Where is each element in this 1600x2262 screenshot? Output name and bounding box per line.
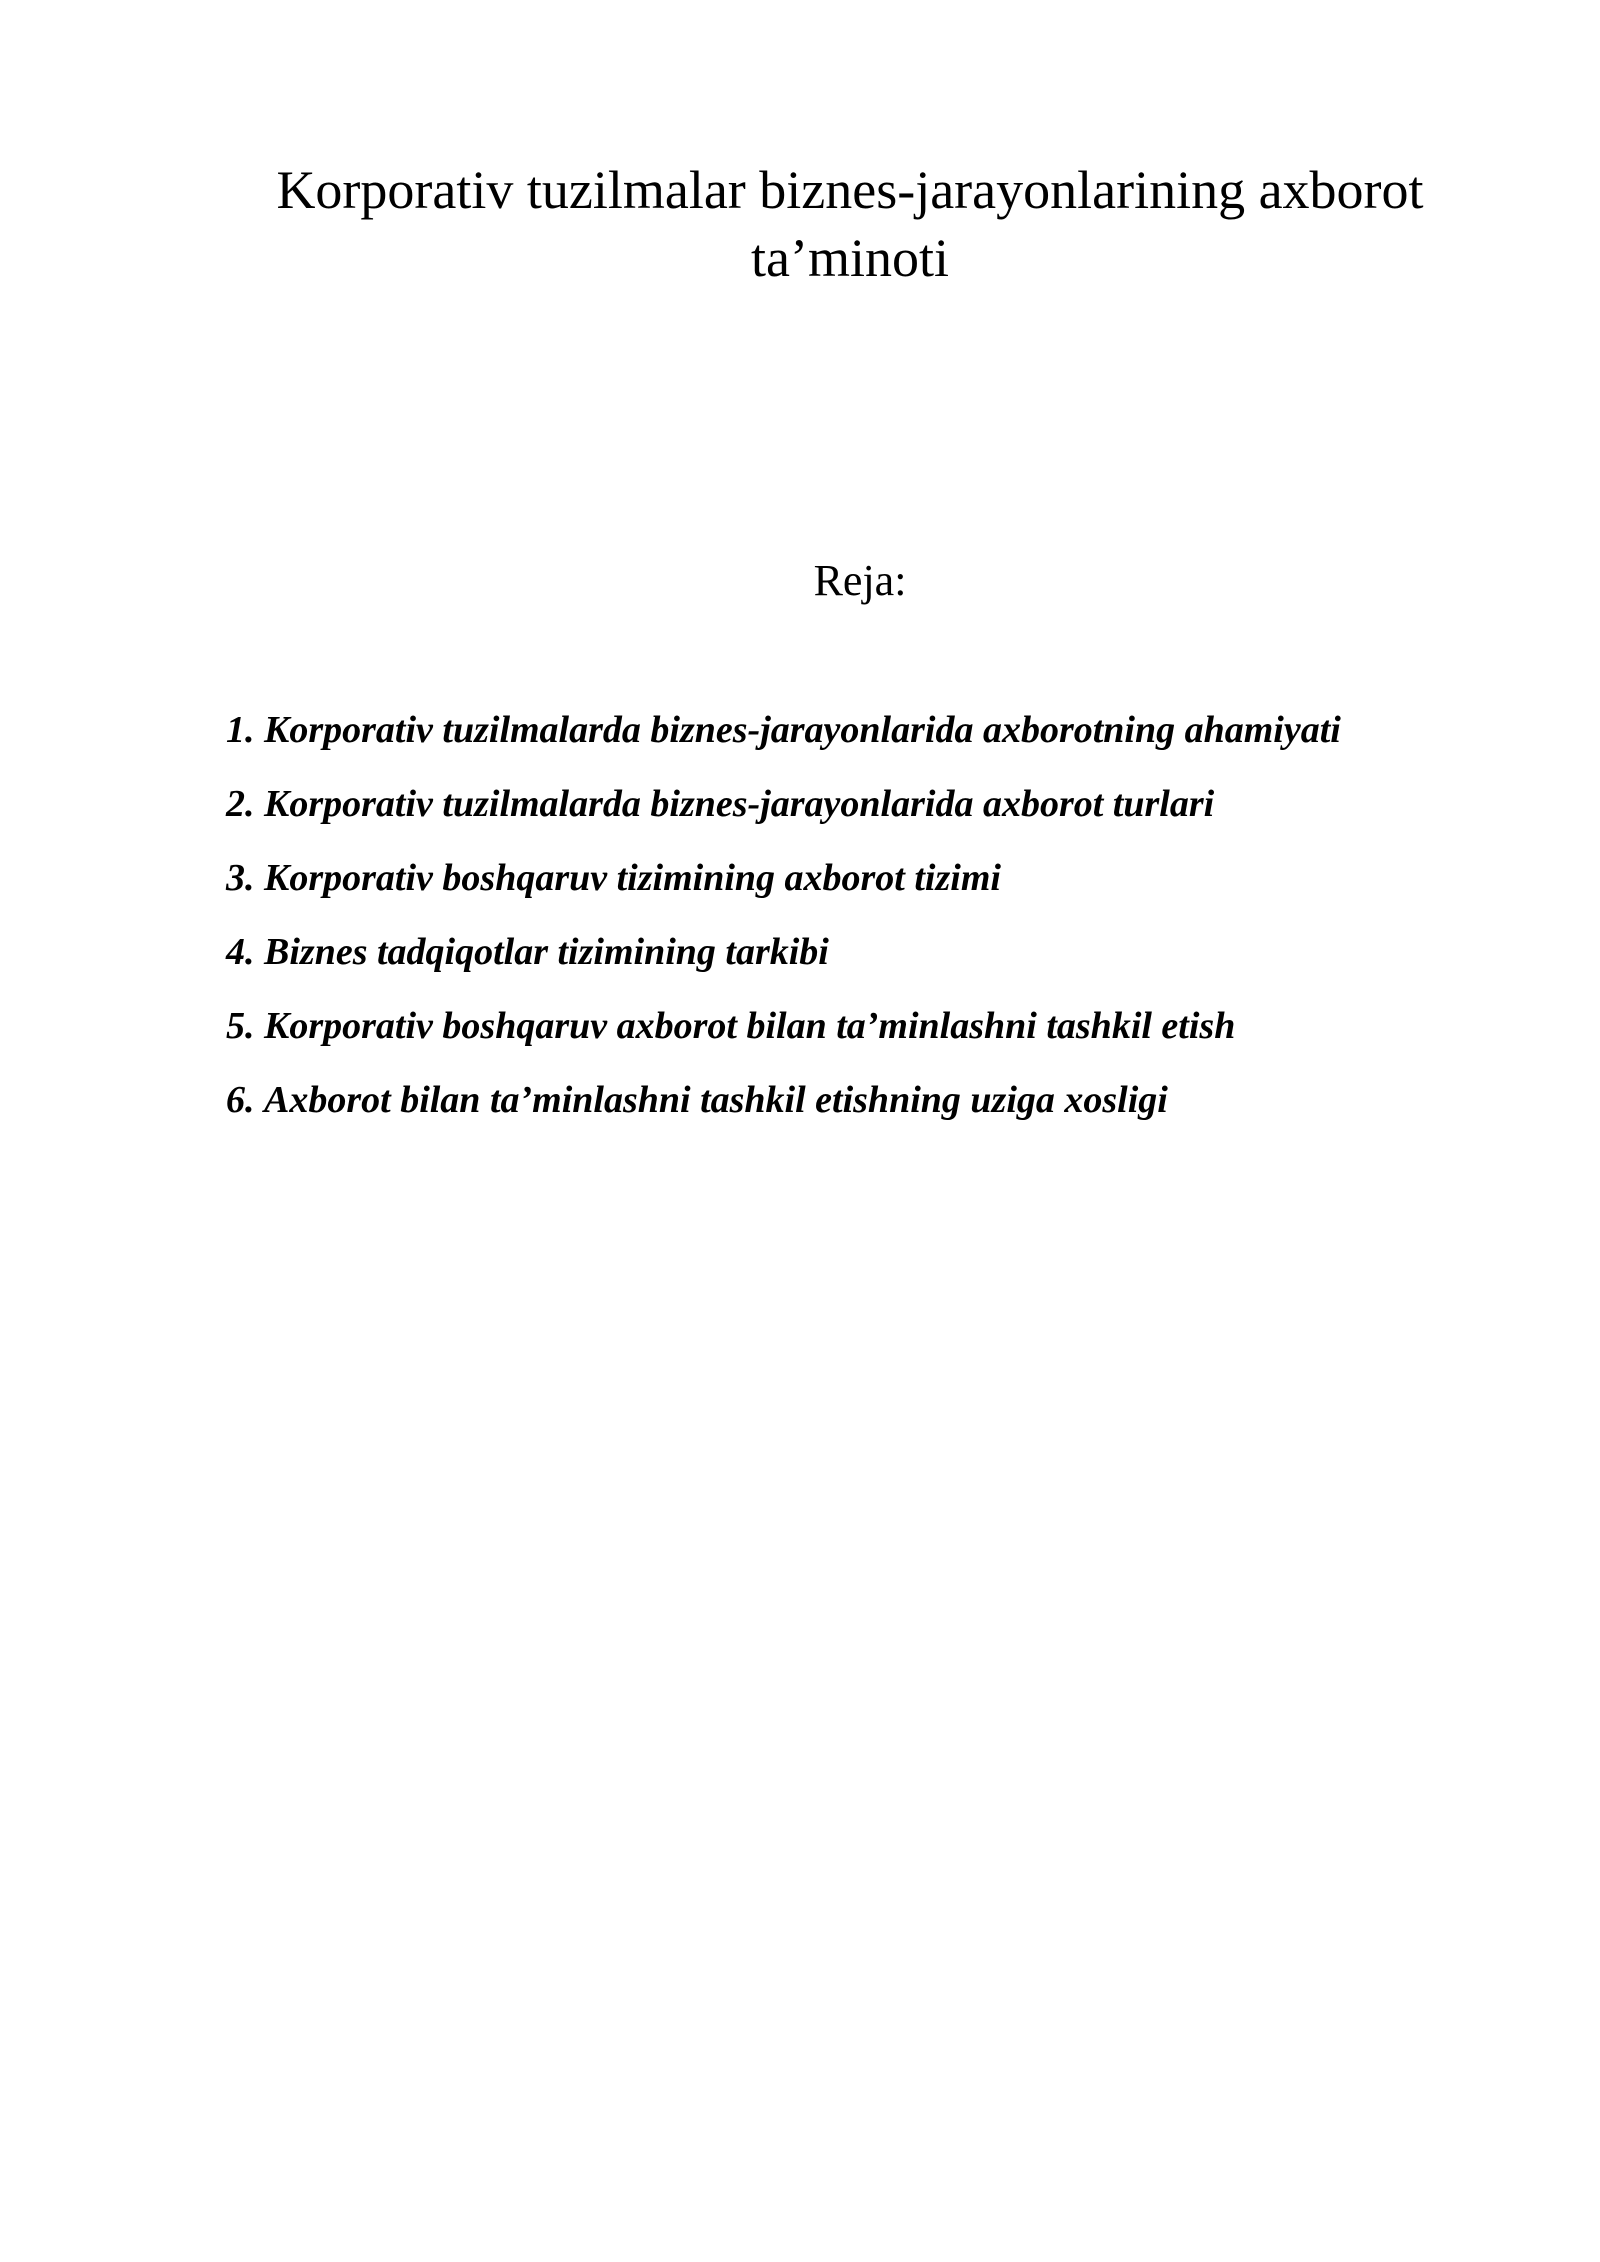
- plan-item-number: 3.: [226, 857, 255, 899]
- plan-heading: Reja:: [813, 556, 907, 605]
- plan-item-6: [226, 1063, 1341, 1137]
- plan-item-text: Korporativ boshqaruv axborot bilan ta’minlashni tashkil etish: [264, 1005, 1236, 1047]
- plan-item-number: 2.: [226, 783, 255, 825]
- plan-item-3: [226, 841, 1341, 915]
- plan-list: [226, 693, 1341, 1137]
- title-line-2: ta’minoti: [751, 228, 949, 288]
- plan-item-text: Korporativ boshqaruv tizimining axborot tizimi: [264, 857, 1001, 899]
- plan-item-number: 6.: [226, 1079, 255, 1121]
- plan-item-text: Korporativ tuzilmalarda biznes-jarayonlarida axborot turlari: [264, 783, 1215, 825]
- plan-item-1: [226, 693, 1341, 767]
- plan-item-number: 5.: [226, 1005, 255, 1047]
- plan-item-number: 4.: [226, 931, 255, 973]
- plan-item-2: [226, 767, 1341, 841]
- plan-item-text: Axborot bilan ta’minlashni tashkil etishning uziga xosligi: [264, 1079, 1168, 1121]
- plan-item-text: Biznes tadqiqotlar tizimining tarkibi: [264, 931, 829, 973]
- plan-item-number: 1.: [226, 709, 255, 751]
- document-title: [200, 156, 1500, 292]
- title-line-1: Korporativ tuzilmalar biznes-jarayonlarining axborot: [276, 160, 1424, 220]
- plan-item-4: [226, 915, 1341, 989]
- plan-item-5: [226, 989, 1341, 1063]
- plan-item-text: Korporativ tuzilmalarda biznes-jarayonlarida axborotning ahamiyati: [264, 709, 1341, 751]
